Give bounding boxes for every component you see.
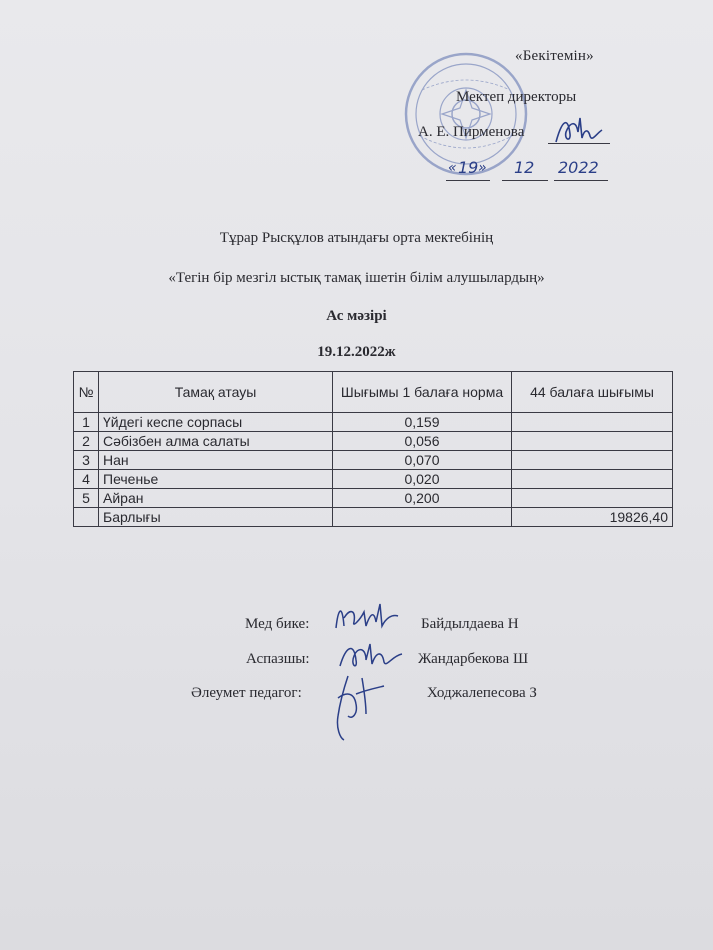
total-label: Барлығы xyxy=(99,508,333,527)
director-signature-icon xyxy=(552,112,608,148)
nurse-role: Мед бике: xyxy=(245,616,310,632)
table-row: 5 Айран 0,200 xyxy=(74,489,673,508)
director-name: А. Е. Пирменова xyxy=(418,124,525,140)
table-total-row xyxy=(74,508,673,527)
total-value: 19826,40 xyxy=(512,508,673,527)
table-row: 3 Нан 0,070 xyxy=(74,451,673,470)
date-day: 19 xyxy=(458,158,479,177)
header-name: Тамақ атауы xyxy=(99,372,333,413)
table-row: 4 Печенье 0,020 xyxy=(74,470,673,489)
nurse-signature-icon xyxy=(330,596,402,636)
cook-role: Аспазшы: xyxy=(246,651,310,667)
date-year: 2022 xyxy=(558,158,599,177)
approval-date: « 19 » 12 2022 xyxy=(418,158,618,188)
header-norm: Шығымы 1 балаға норма xyxy=(333,372,512,413)
table-row: 2 Сәбізбен алма салаты 0,056 xyxy=(74,432,673,451)
nurse-name: Байдылдаева Н xyxy=(421,616,519,632)
social-pedagogue-signature-icon xyxy=(326,668,390,742)
social-pedagogue-name: Ходжалепесова З xyxy=(427,685,537,701)
menu-subtitle: «Тегін бір мезгіл ыстық тамақ ішетін білім алушылардың» xyxy=(168,270,545,286)
table-header-row xyxy=(74,372,673,413)
social-pedagogue-role: Әлеумет педагог: xyxy=(191,685,302,701)
approve-label: «Бекітемін» xyxy=(515,48,594,64)
menu-date: 19.12.2022ж xyxy=(317,344,396,360)
table-row: 1 Үйдегі кеспе сорпасы 0,159 xyxy=(74,413,673,432)
header-num: № xyxy=(74,372,99,413)
menu-table xyxy=(73,371,673,527)
header-total44: 44 балаға шығымы xyxy=(512,372,673,413)
cook-name: Жандарбекова Ш xyxy=(418,651,529,667)
date-month: 12 xyxy=(514,158,535,177)
page-title: Ас мәзірі xyxy=(326,308,387,324)
school-name: Тұрар Рысқұлов атындағы орта мектебінің xyxy=(219,230,494,246)
director-title: Мектеп директоры xyxy=(456,89,577,105)
